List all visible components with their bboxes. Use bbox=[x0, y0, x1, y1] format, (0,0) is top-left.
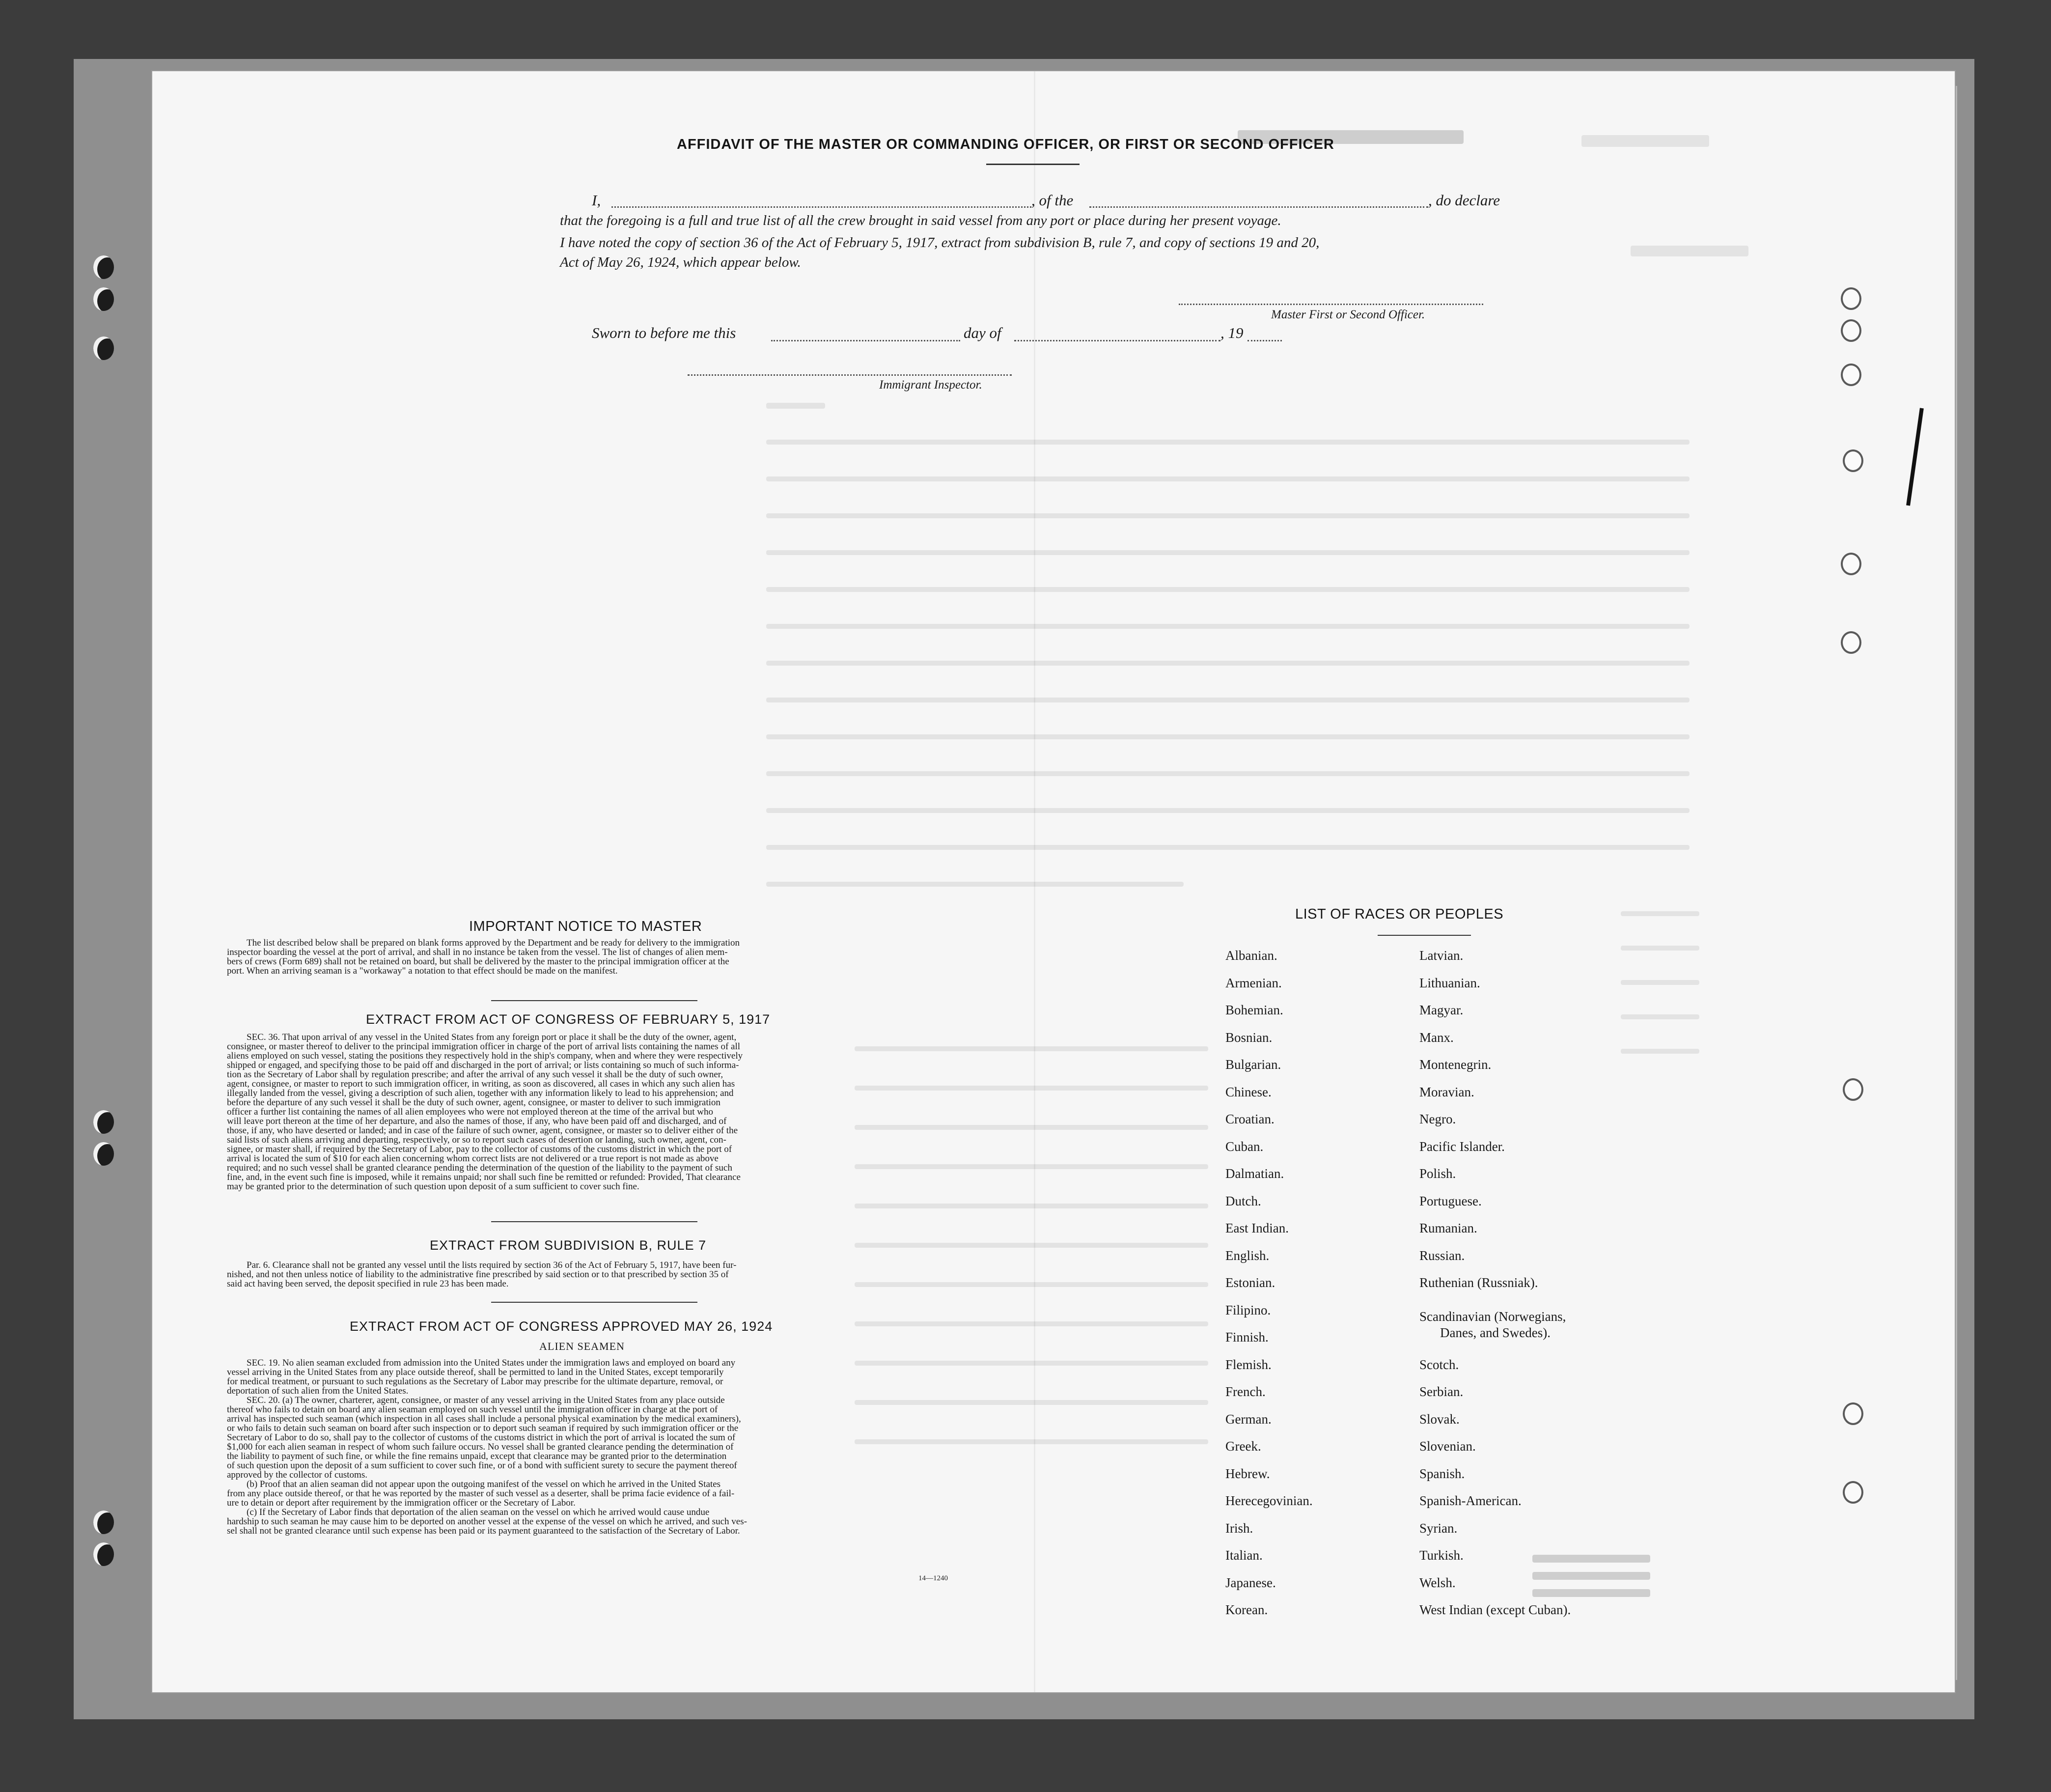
bleed-through-text bbox=[1621, 1014, 1699, 1019]
extract-rule7-title: EXTRACT FROM SUBDIVISION B, RULE 7 bbox=[430, 1238, 707, 1253]
extract-rule7-line: Par. 6. Clearance shall not be granted any vessel until the lists required by section 36 of the Act of February 5, 1917, have been fur- bbox=[247, 1260, 737, 1270]
race-item: Filipino. bbox=[1225, 1303, 1271, 1317]
bleed-through-text bbox=[855, 1204, 1208, 1208]
race-item: Spanish-American. bbox=[1419, 1493, 1522, 1508]
extract-1924-line: of such question upon the deposit of a sum sufficient to cover such fine, or of a bond with sufficient surety to secure the payment thereof bbox=[227, 1460, 737, 1471]
race-item: Korean. bbox=[1225, 1602, 1268, 1617]
bleed-through-text bbox=[766, 476, 1690, 481]
notice-text bbox=[227, 938, 973, 976]
extract-1924-line: the liability to payment of such fine, or while the fine remains unpaid, except that clearance may be granted prior to the determination bbox=[227, 1451, 727, 1461]
binder-ring-hole bbox=[1841, 287, 1861, 310]
bleed-through-text bbox=[766, 771, 1690, 776]
bleed-through-text bbox=[1532, 1572, 1650, 1580]
extract-1924-line: deportation of such alien from the United States. bbox=[227, 1386, 409, 1396]
race-item: Irish. bbox=[1225, 1521, 1253, 1536]
extract-1917-line: signee, or master shall, if required by the Secretary of Labor, pay to the collector of customs of the customs district in which the port of bbox=[227, 1144, 732, 1154]
extract-1917-line: may be granted prior to the determination of such question upon deposit of a sum sufficient to cover such fine. bbox=[227, 1181, 639, 1192]
extract-1924-line: ure to detain or deport after requirement by the immigration officer or the Secretary of Labor. bbox=[227, 1498, 576, 1508]
bleed-through-text bbox=[766, 624, 1690, 629]
extract-1924-line: (c) If the Secretary of Labor finds that deportation of the alien seaman on the vessel on which he arrived would cause undue bbox=[247, 1507, 710, 1517]
binder-ring-hole bbox=[1843, 1481, 1863, 1504]
race-item: Finnish. bbox=[1225, 1330, 1269, 1344]
extract-1924-line: vessel arriving in the United States from any place outside thereof, shall be permitted to land in the United States, except temporarily bbox=[227, 1367, 724, 1377]
extract-1917-line: tion as the Secretary of Labor shall by regulation prescribe; and after the arrival of any such vessel it shall be the duty of such owner, bbox=[227, 1069, 723, 1080]
binder-ring-hole bbox=[1843, 1078, 1863, 1101]
affidavit-line2: that the foregoing is a full and true list of all the crew brought in said vessel from any port or place during her present voyage. bbox=[560, 213, 1281, 228]
extract-1924-line: Secretary of Labor to do so, shall pay to the collector of customs of the customs district in which the port of arrival is located the sum of bbox=[227, 1432, 736, 1443]
race-item: French. bbox=[1225, 1384, 1266, 1399]
race-item: Polish. bbox=[1419, 1166, 1456, 1181]
extract-1917-title: EXTRACT FROM ACT OF CONGRESS OF FEBRUARY 5, 1917 bbox=[366, 1012, 771, 1027]
extract-1924-line: thereof who fails to detain on board any alien seaman employed on such vessel until the immigration officer in charge at the port of bbox=[227, 1404, 718, 1415]
punch-hole bbox=[93, 336, 114, 360]
notice-title: IMPORTANT NOTICE TO MASTER bbox=[469, 919, 702, 934]
extract-1924-line: approved by the collector of customs. bbox=[227, 1470, 367, 1480]
bleed-through-text bbox=[766, 403, 825, 409]
bleed-through-text bbox=[1581, 135, 1709, 147]
race-item: Estonian. bbox=[1225, 1275, 1275, 1290]
race-item: Turkish. bbox=[1419, 1548, 1464, 1563]
extract-1924-line: SEC. 20. (a) The owner, charterer, agent, consignee, or master of any vessel arriving in the United States from any place outside bbox=[247, 1395, 725, 1405]
inspector-label: Immigrant Inspector. bbox=[879, 378, 982, 392]
extract-1917-line: required; and no such vessel shall be granted clearance pending the determination of the question of the liability to the payment of such bbox=[227, 1163, 732, 1173]
sworn-day-of: day of bbox=[964, 324, 1001, 341]
race-item: Scandinavian (Norwegians, bbox=[1419, 1309, 1566, 1324]
race-item: English. bbox=[1225, 1248, 1270, 1263]
bleed-through-text bbox=[766, 440, 1690, 445]
bleed-through-text bbox=[766, 661, 1690, 666]
bleed-through-text bbox=[766, 845, 1690, 850]
vessel-name-blank[interactable] bbox=[1089, 206, 1428, 208]
bleed-through-text bbox=[766, 808, 1690, 813]
binder-ring-hole bbox=[1843, 1402, 1863, 1425]
extract-1924-line: sel shall not be granted clearance until such expense has been paid or its payment guaranteed to the satisfaction of the Secretary of Labor. bbox=[227, 1526, 740, 1536]
affidavit-line1-i: I, bbox=[592, 192, 601, 209]
race-item: Chinese. bbox=[1225, 1085, 1272, 1099]
divider bbox=[986, 164, 1080, 165]
race-item: German. bbox=[1225, 1412, 1272, 1427]
extract-1917-line: aliens employed on such vessel, stating the positions they respectively hold in the ship's company, when and where they were respectively bbox=[227, 1051, 743, 1061]
extract-1917-line: agent, consignee, or master to report to such immigration officer, in writing, as soon as discovered, all cases in which any such alien has bbox=[227, 1079, 735, 1089]
sworn-month-blank[interactable] bbox=[1014, 340, 1220, 341]
binder-ring-hole bbox=[1841, 319, 1861, 342]
race-item: Spanish. bbox=[1419, 1466, 1465, 1481]
extract-1917-line: said lists of such aliens arriving and departing, respectively, or so to report such cases of desertion or landing, such owner, agent, con- bbox=[227, 1135, 726, 1145]
extract-rule7-text bbox=[227, 1260, 973, 1288]
race-item-continuation: Danes, and Swedes). bbox=[1440, 1325, 1551, 1340]
extract-1924-line: or who fails to detain such seaman on board after such inspection or to deport such seaman if required by such immigration officer or the bbox=[227, 1423, 739, 1433]
extract-1917-line: illegally landed from the vessel, giving a description of such alien, together with any information likely to lead to his apprehension; and bbox=[227, 1088, 734, 1098]
extract-1924-line: from any place outside thereof, or that he was reported by the master of such vessel as a deserter, shall be prima facie evidence of a fail- bbox=[227, 1488, 735, 1499]
race-item: Greek. bbox=[1225, 1439, 1261, 1454]
race-item: Russian. bbox=[1419, 1248, 1465, 1263]
race-item: Negro. bbox=[1419, 1112, 1456, 1126]
extract-1924-subtitle: ALIEN SEAMEN bbox=[539, 1340, 625, 1352]
extract-1917-line: before the departure of any such vessel it shall be the duty of such owner, agent, consignee, or master to deliver to such immigration bbox=[227, 1097, 721, 1108]
extract-1917-line: shipped or engaged, and specifying those to be paid off and discharged in the port of arrival; or lists containing so much of such informa- bbox=[227, 1060, 739, 1070]
affidavit-line1-of-the: , of the bbox=[1031, 192, 1074, 209]
race-item: Bulgarian. bbox=[1225, 1057, 1281, 1072]
race-item: Flemish. bbox=[1225, 1357, 1272, 1372]
sworn-prefix: Sworn to before me this bbox=[592, 324, 736, 341]
punch-hole bbox=[93, 1110, 114, 1134]
race-item: Serbian. bbox=[1419, 1384, 1464, 1399]
binder-ring-hole bbox=[1841, 631, 1861, 654]
affidavit-line3: I have noted the copy of section 36 of the Act of February 5, 1917, extract from subdivision B, rule 7, and copy of sections 19 and 20, bbox=[560, 235, 1320, 251]
race-item: Montenegrin. bbox=[1419, 1057, 1492, 1072]
divider bbox=[491, 1000, 697, 1001]
bleed-through-text bbox=[766, 587, 1690, 592]
master-name-blank[interactable] bbox=[611, 206, 1031, 208]
master-signature-line[interactable] bbox=[1179, 304, 1483, 305]
divider bbox=[1378, 935, 1471, 936]
extract-rule7-line: nished, and not then unless notice of liability to the administrative fine prescribed by said section or to that prescribed by section 35 of bbox=[227, 1269, 729, 1280]
binder-ring-hole bbox=[1843, 449, 1863, 472]
form-number: 14—1240 bbox=[918, 1574, 948, 1582]
bleed-through-text bbox=[766, 550, 1690, 555]
punch-hole bbox=[93, 287, 114, 311]
races-title: LIST OF RACES OR PEOPLES bbox=[1295, 906, 1504, 922]
bleed-through-text bbox=[855, 1321, 1208, 1326]
punch-hole bbox=[93, 1542, 114, 1566]
extract-1917-line: fine, and, in the event such fine is imposed, while it remains unpaid; nor shall such fine be remitted or refunded: Provided, That clearance bbox=[227, 1172, 741, 1182]
extract-1917-line: arrival is located the sum of $10 for each alien concerning whom correct lists are not delivered or a true report is not made as above bbox=[227, 1153, 719, 1164]
bleed-through-text bbox=[1532, 1555, 1650, 1563]
race-item: Bosnian. bbox=[1225, 1030, 1273, 1045]
race-item: Scotch. bbox=[1419, 1357, 1459, 1372]
extract-1917-line: consignee, or master thereof to deliver to the principal immigration officer in charge of the port of arrival lists containing the names of all bbox=[227, 1041, 741, 1052]
sworn-year: , 19 bbox=[1220, 324, 1244, 341]
race-item: Lithuanian. bbox=[1419, 976, 1480, 990]
bleed-through-text bbox=[766, 882, 1184, 887]
race-item: Latvian. bbox=[1419, 948, 1464, 963]
race-item: Herecegovinian. bbox=[1225, 1493, 1313, 1508]
bleed-through-text bbox=[1631, 246, 1748, 256]
race-item: Bohemian. bbox=[1225, 1003, 1283, 1017]
sworn-day-blank[interactable] bbox=[771, 340, 960, 341]
master-signature-label: Master First or Second Officer. bbox=[1271, 308, 1425, 321]
extract-rule7-line: said act having been served, the deposit specified in rule 23 has been made. bbox=[227, 1279, 509, 1289]
race-item: Portuguese. bbox=[1419, 1194, 1482, 1208]
extract-1924-text bbox=[227, 1358, 973, 1536]
race-item: East Indian. bbox=[1225, 1221, 1289, 1235]
divider bbox=[491, 1302, 697, 1303]
affidavit-title: AFFIDAVIT OF THE MASTER OR COMMANDING OFFICER, OR FIRST OR SECOND OFFICER bbox=[677, 137, 1334, 152]
race-item: Italian. bbox=[1225, 1548, 1263, 1563]
bleed-through-text bbox=[855, 1243, 1208, 1248]
bleed-through-text bbox=[766, 698, 1690, 702]
race-item: Ruthenian (Russniak). bbox=[1419, 1275, 1538, 1290]
extract-1917-line: SEC. 36. That upon arrival of any vessel in the United States from any foreign port or place it shall be the duty of the owner, agent, bbox=[247, 1032, 737, 1042]
race-item: Manx. bbox=[1419, 1030, 1454, 1045]
notice-line: The list described below shall be prepared on blank forms approved by the Department and be ready for delivery to the immigration bbox=[247, 938, 740, 948]
affidavit-line4: Act of May 26, 1924, which appear below. bbox=[560, 254, 801, 270]
race-item: Albanian. bbox=[1225, 948, 1277, 963]
extract-1924-line: for medical treatment, or pursuant to such regulations as the Secretary of Labor may prescribe for the ultimate departure, removal, or bbox=[227, 1376, 723, 1387]
race-item: Magyar. bbox=[1419, 1003, 1464, 1017]
extract-1917-line: will leave port thereon at the time of her departure, and also the names of those, if any, who have been paid off and discharged, and of bbox=[227, 1116, 727, 1126]
bleed-through-text bbox=[1621, 980, 1699, 985]
race-item: Japanese. bbox=[1225, 1575, 1276, 1590]
race-item: Dalmatian. bbox=[1225, 1166, 1284, 1181]
extract-1924-line: arrival has inspected such seaman (which inspection in all cases shall include a personal physical examination by the medical examiners), bbox=[227, 1414, 741, 1424]
race-item: Cuban. bbox=[1225, 1139, 1264, 1154]
bleed-through-text bbox=[766, 513, 1690, 518]
punch-hole bbox=[93, 1142, 114, 1166]
notice-line: bers of crews (Form 689) shall not be retained on board, but shall be delivered by the master to the principal immigration officer at the bbox=[227, 956, 729, 967]
notice-line: port. When an arriving seaman is a "workaway" a notation to that effect should be made on the manifest. bbox=[227, 966, 618, 976]
extract-1917-line: those, if any, who have deserted or landed; and in case of the failure of such owner, agent, consignee, or master so to deliver either of the bbox=[227, 1125, 738, 1136]
affidavit-line1-do-declare: , do declare bbox=[1428, 192, 1500, 209]
extract-1924-title: EXTRACT FROM ACT OF CONGRESS APPROVED MAY 26, 1924 bbox=[350, 1319, 773, 1334]
race-item: Armenian. bbox=[1225, 976, 1282, 990]
binder-ring-hole bbox=[1841, 553, 1861, 575]
divider bbox=[491, 1221, 697, 1222]
race-item: Rumanian. bbox=[1419, 1221, 1477, 1235]
race-item: Pacific Islander. bbox=[1419, 1139, 1505, 1154]
race-item: Slovak. bbox=[1419, 1412, 1460, 1427]
extract-1924-line: $1,000 for each alien seaman in respect of whom such failure occurs. No vessel shall be granted clearance pending the determination of bbox=[227, 1442, 734, 1452]
bleed-through-text bbox=[1621, 946, 1699, 951]
bleed-through-text bbox=[1532, 1589, 1650, 1597]
bleed-through-text bbox=[766, 734, 1690, 739]
inspector-signature-line[interactable] bbox=[688, 374, 1012, 376]
extract-1924-line: SEC. 19. No alien seaman excluded from admission into the United States under the immigration laws and employed on board any bbox=[247, 1358, 736, 1368]
race-item: Dutch. bbox=[1225, 1194, 1261, 1208]
extract-1924-line: hardship to such seaman he may cause him to be deported on another vessel at the expense of the vessel on which he arrived, and such ves- bbox=[227, 1516, 747, 1527]
race-item: Croatian. bbox=[1225, 1112, 1275, 1126]
bleed-through-text bbox=[1621, 1049, 1699, 1054]
race-item: West Indian (except Cuban). bbox=[1419, 1602, 1571, 1617]
extract-1924-line: (b) Proof that an alien seaman did not appear upon the outgoing manifest of the vessel on which he arrived in the United States bbox=[247, 1479, 721, 1489]
notice-line: inspector boarding the vessel at the port of arrival, and shall in no instance be taken from the vessel. The list of changes of alien mem- bbox=[227, 947, 728, 957]
race-item: Slovenian. bbox=[1419, 1439, 1476, 1454]
binder-ring-hole bbox=[1841, 364, 1861, 386]
race-item: Syrian. bbox=[1419, 1521, 1458, 1536]
bleed-through-text bbox=[1621, 911, 1699, 916]
punch-hole bbox=[93, 1511, 114, 1534]
extract-1917-line: officer a further list containing the names of all alien employees who were not employed thereon at the time of the arrival but who bbox=[227, 1107, 713, 1117]
extract-1917-text bbox=[227, 1033, 973, 1191]
sworn-year-blank[interactable] bbox=[1247, 340, 1282, 341]
race-item: Moravian. bbox=[1419, 1085, 1474, 1099]
race-item: Hebrew. bbox=[1225, 1466, 1270, 1481]
punch-hole bbox=[93, 255, 114, 279]
race-item: Welsh. bbox=[1419, 1575, 1456, 1590]
